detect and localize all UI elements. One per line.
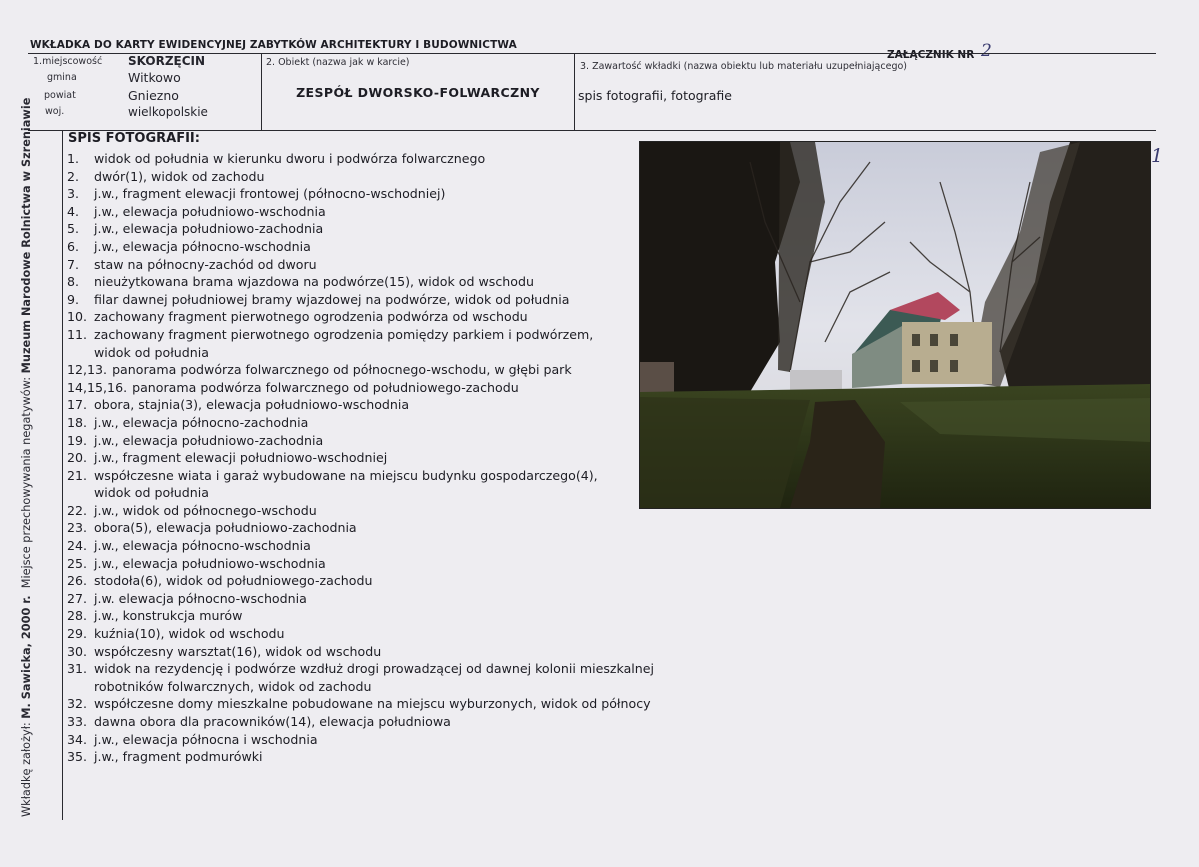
margin-note-author: M. Sawicka, 2000 r. <box>20 595 33 719</box>
list-item <box>67 361 654 379</box>
list-item <box>67 537 654 555</box>
list-item-number: 9. <box>67 291 80 307</box>
list-item-text: j.w., elewacja południowo-wschodnia <box>94 203 326 219</box>
list-item-number: 22. <box>67 502 88 518</box>
list-item-number: 20. <box>67 450 88 466</box>
list-item-number: 1. <box>67 151 80 166</box>
list-item-text: j.w., fragment elewacji południowo-wschodniej <box>94 450 388 466</box>
list-item-text: panorama podwórza folwarcznego od północnego-wschodu, w głębi park <box>112 362 572 378</box>
list-item <box>67 432 654 450</box>
margin-rule <box>62 130 63 820</box>
list-item <box>67 379 654 397</box>
list-item-text: współczesne domy mieszkalne pobudowane na miejscu wyburzonych, widok od północy <box>94 696 651 712</box>
gmina-value: Witkowo <box>128 70 181 85</box>
woj-value: wielkopolskie <box>128 105 208 119</box>
list-item-text: j.w., elewacja południowo-wschodnia <box>94 555 326 571</box>
list-item-continuation: robotników folwarcznych, widok od zachodu <box>94 678 372 694</box>
photo-list-heading: SPIS FOTOGRAFII: <box>68 131 200 146</box>
list-item <box>67 695 654 713</box>
list-item <box>67 308 654 326</box>
list-item <box>67 502 654 520</box>
list-item <box>67 555 654 573</box>
manor-photo <box>640 142 1150 508</box>
list-item-number: 14,15,16. <box>67 379 128 395</box>
list-item-number: 11. <box>67 326 88 342</box>
list-item-number: 25. <box>67 555 88 571</box>
list-item <box>67 590 654 608</box>
list-item-text: j.w., elewacja północna i wschodnia <box>94 731 318 747</box>
list-item-text: j.w., widok od północnego-wschodu <box>94 502 317 518</box>
list-item <box>67 150 654 168</box>
list-item-text: obora, stajnia(3), elewacja południowo-wschodnia <box>94 397 410 413</box>
list-item-continuation: widok od południa <box>94 485 209 501</box>
list-item-number: 23. <box>67 520 88 536</box>
list-item-text: j.w., elewacja północno-wschodnia <box>94 538 311 554</box>
list-item-text: filar dawnej południowej bramy wjazdowej na podwórze, widok od południa <box>94 291 570 307</box>
list-item-text: zachowany fragment pierwotnego ogrodzenia pomiędzy parkiem i podwórzem, <box>94 326 594 342</box>
list-item-text: staw na północny-zachód od dworu <box>94 256 317 272</box>
list-item <box>67 256 654 274</box>
list-item <box>67 731 654 749</box>
list-item-text: współczesny warsztat(16), widok od wschodu <box>94 643 382 659</box>
list-item <box>67 238 654 256</box>
list-item <box>67 467 654 485</box>
list-item-text: kuźnia(10), widok od wschodu <box>94 626 285 642</box>
list-item-text: panorama podwórza folwarcznego od południowego-zachodu <box>132 379 519 395</box>
object-label: 2. Obiekt (nazwa jak w karcie) <box>266 57 410 68</box>
list-item <box>67 203 654 221</box>
list-item-continuation: widok od południa <box>94 344 209 360</box>
list-item-number: 32. <box>67 696 88 712</box>
miejscowosc-value: SKORZĘCIN <box>128 54 206 68</box>
contents-value: spis fotografii, fotografie <box>578 88 732 103</box>
list-item-number: 18. <box>67 414 88 430</box>
list-item <box>67 396 654 414</box>
list-item-text: j.w., elewacja północno-wschodnia <box>94 238 311 254</box>
list-item <box>67 519 654 537</box>
list-item-text: widok od południa w kierunku dworu i podwórza folwarcznego <box>94 151 486 166</box>
list-item-number: 5. <box>67 221 80 237</box>
list-item <box>67 607 654 625</box>
list-item-number: 26. <box>67 573 88 589</box>
list-item-text: dwór(1), widok od zachodu <box>94 168 265 184</box>
list-item <box>67 414 654 432</box>
list-item <box>67 643 654 661</box>
list-item <box>67 185 654 203</box>
list-item-text: dawna obora dla pracowników(14), elewacja południowa <box>94 714 451 729</box>
list-item-text: obora(5), elewacja południowo-zachodnia <box>94 520 357 536</box>
list-item <box>67 168 654 186</box>
list-item-number: 30. <box>67 643 88 659</box>
list-item-text: widok na rezydencję i podwórze wzdłuż drogi prowadzącej od dawnej kolonii mieszkalnej <box>94 661 655 677</box>
list-item <box>67 572 654 590</box>
list-item-text: współczesne wiata i garaż wybudowane na miejscu budynku gospodarczego(4), <box>94 467 598 483</box>
woj-label: woj. <box>45 106 65 117</box>
margin-note-archive: Muzeum Narodowe Rolnictwa w Szreniawie <box>20 97 33 374</box>
margin-note-archive-label: Miejsce przechowywania negatywów: <box>20 373 33 596</box>
attached-photograph <box>639 141 1151 509</box>
list-item-text: j.w., elewacja południowo-zachodnia <box>94 221 324 237</box>
annex-label-text: ZAŁĄCZNIK NR <box>887 49 975 61</box>
list-item-number: 35. <box>67 749 88 765</box>
list-item-number: 28. <box>67 608 88 624</box>
list-item-number: 7. <box>67 256 80 272</box>
list-item <box>67 713 654 731</box>
field-divider-2 <box>574 53 575 130</box>
margin-note-author-label: Wkładkę założył: <box>20 718 33 817</box>
form-title: WKŁADKA DO KARTY EWIDENCYJNEJ ZABYTKÓW ARCHITEKTURY I BUDOWNICTWA <box>30 39 517 51</box>
list-item-number: 10. <box>67 309 88 325</box>
list-item-text: zachowany fragment pierwotnego ogrodzenia podwórza od wschodu <box>94 309 528 325</box>
object-name: ZESPÓŁ DWORSKO-FOLWARCZNY <box>296 85 540 100</box>
list-item <box>67 291 654 309</box>
list-item-text: j.w., fragment podmurówki <box>94 749 263 765</box>
list-item-number: 24. <box>67 538 88 554</box>
list-item-number: 33. <box>67 714 88 729</box>
margin-note <box>20 98 33 817</box>
list-item-text: j.w. elewacja północno-wschodnia <box>94 590 307 606</box>
list-item-number: 29. <box>67 626 88 642</box>
list-item-number: 3. <box>67 186 80 202</box>
list-item <box>67 326 654 344</box>
list-item-number: 17. <box>67 397 88 413</box>
list-item-number: 4. <box>67 203 80 219</box>
powiat-label: powiat <box>44 90 76 101</box>
powiat-value: Gniezno <box>128 88 179 103</box>
list-item <box>67 220 654 238</box>
list-item-number: 31. <box>67 661 88 677</box>
list-item-text: j.w., konstrukcja murów <box>94 608 243 624</box>
miejscowosc-label: 1.miejscowość <box>33 56 103 67</box>
list-item-number: 27. <box>67 590 88 606</box>
list-item-number: 12,13. <box>67 362 108 378</box>
gmina-label: gmina <box>47 72 77 83</box>
list-item <box>67 625 654 643</box>
list-item-text: j.w., elewacja północno-zachodnia <box>94 414 309 430</box>
list-item-number: 6. <box>67 238 80 254</box>
list-item <box>67 449 654 467</box>
list-item-number: 34. <box>67 731 88 747</box>
photo-list <box>67 150 654 766</box>
list-item-number: 8. <box>67 274 80 290</box>
contents-label: 3. Zawartość wkładki (nazwa obiektu lub materiału uzupełniającego) <box>580 61 907 72</box>
list-item-number: 21. <box>67 467 88 483</box>
photo-number: 1 <box>1151 145 1164 167</box>
list-item-text: stodoła(6), widok od południowego-zachodu <box>94 573 373 589</box>
list-item-text: j.w., elewacja południowo-zachodnia <box>94 432 324 448</box>
list-item-text: nieużytkowana brama wjazdowa na podwórze(15), widok od wschodu <box>94 274 534 290</box>
list-item <box>67 660 654 678</box>
list-item <box>67 748 654 766</box>
list-item <box>67 273 654 291</box>
annex-number: 2 <box>980 41 992 61</box>
list-item-number: 19. <box>67 432 88 448</box>
list-item-number: 2. <box>67 168 80 184</box>
list-item-text: j.w., fragment elewacji frontowej (północno-wschodniej) <box>94 186 446 202</box>
